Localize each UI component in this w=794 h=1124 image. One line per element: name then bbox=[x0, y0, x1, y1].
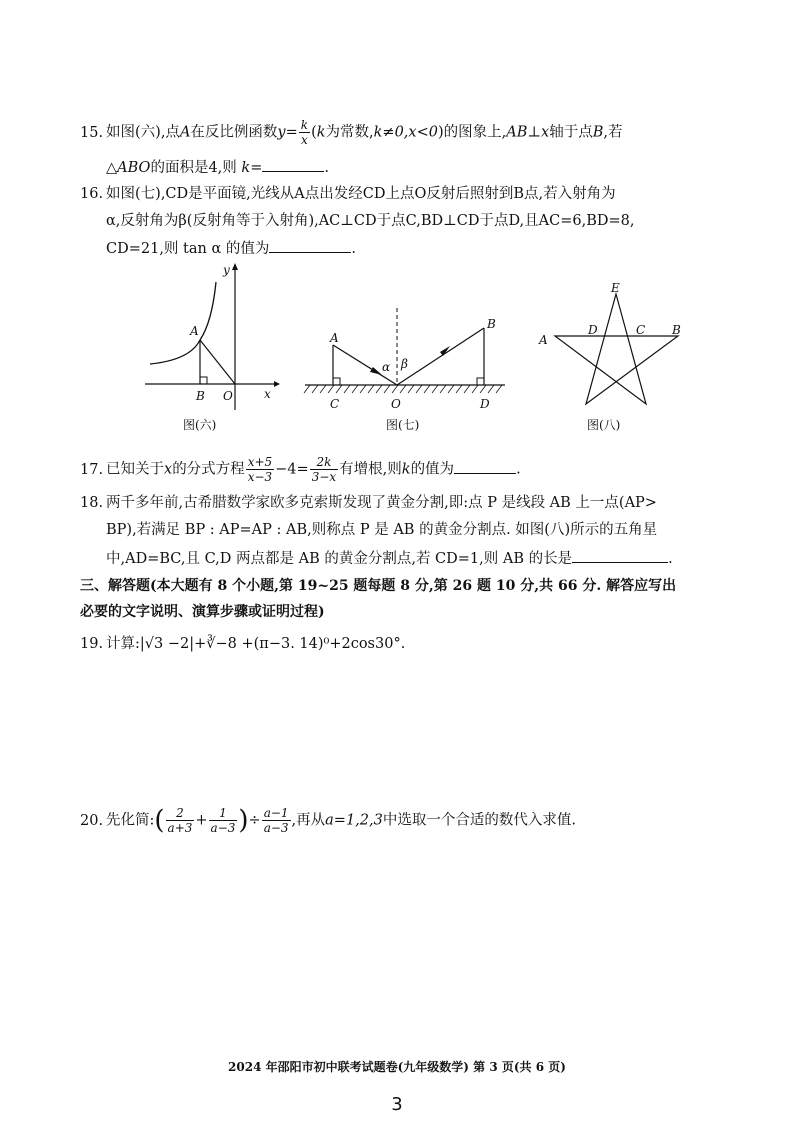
question-18-line2: BP),若满足 BP : AP=AP : AB,则称点 P 是 AB 的黄金分割点. 如图(八)所示的五角星 bbox=[106, 522, 658, 538]
page-footer: 2024 年邵阳市初中联考试题卷(九年级数学) 第 3 页(共 6 页) bbox=[228, 1060, 566, 1074]
answer-blank bbox=[262, 157, 324, 172]
question-20: 20. 先化简:( $\frac{2}{a+3}$ + $\frac{1}{a-3}$ )÷ $\frac{a-1}{a-3}$ ,再从a=1,2,3中选取一个合适的数代入求值. bbox=[80, 805, 576, 836]
question-17: 17. 已知关于x的分式方程 $\frac{x+5}{x-3}$ −4= $\frac{2k}{3-x}$ 有增根,则k的值为 . bbox=[80, 455, 521, 484]
label-beta: β bbox=[401, 357, 408, 371]
fraction-k-over-x: $\frac{k}{x}$ bbox=[300, 118, 309, 147]
question-16-line2: α,反射角为β(反射角等于入射角),AC⊥CD于点C,BD⊥CD于点D,且AC=6,BD=8, bbox=[106, 213, 635, 229]
hyperbola-curve bbox=[150, 282, 216, 364]
label-o: O bbox=[391, 397, 401, 411]
pentagram-shape bbox=[555, 294, 678, 404]
figure-7-caption: 图(七) bbox=[386, 418, 420, 432]
question-16: 16. 如图(七),CD是平面镜,光线从A点出发经CD上点O反射后照射到B点,若入射角为 bbox=[80, 186, 616, 202]
label-b: B bbox=[196, 389, 205, 403]
page-number: 3 bbox=[391, 1094, 403, 1115]
question-18: 18. 两千多年前,古希腊数学家欧多克索斯发现了黄金分割,即:点 P 是线段 AB 上一点(AP> bbox=[80, 495, 657, 511]
label-x: x bbox=[264, 387, 271, 401]
question-15: 15. 如图(六),点A在反比例函数y= $\frac{k}{x}$ (k为常数,k≠0,x<0)的图象上,AB⊥x轴于点B,若 bbox=[80, 118, 623, 147]
question-15-line2: △ABO的面积是4,则 k= . bbox=[106, 157, 329, 178]
label-alpha: α bbox=[382, 360, 391, 374]
section-3-heading: 三、解答题(本大题有 8 个小题,第 19~25 题每题 8 分,第 26 题 10 分,共 66 分. 解答应写出 bbox=[80, 578, 677, 594]
label-o: O bbox=[223, 389, 233, 403]
fraction-1: $\frac{x+5}{x-3}$ bbox=[247, 455, 273, 484]
question-19: 19. 计算:|√3 −2|+∛−8 +(π−3. 14)⁰+2cos30°. bbox=[80, 636, 406, 652]
question-16-line3: CD=21,则 tan α 的值为 . bbox=[106, 238, 356, 259]
answer-blank bbox=[572, 548, 668, 563]
label-a: A bbox=[330, 331, 339, 345]
label-b: B bbox=[672, 323, 681, 337]
label-y: y bbox=[223, 263, 230, 277]
answer-blank bbox=[454, 459, 516, 474]
label-d: D bbox=[588, 323, 598, 337]
figure-6 bbox=[140, 262, 280, 412]
figure-8 bbox=[535, 282, 695, 414]
label-a: A bbox=[539, 333, 548, 347]
label-d: D bbox=[480, 397, 490, 411]
fraction-2: $\frac{2k}{3-x}$ bbox=[311, 455, 337, 484]
figure-7 bbox=[300, 300, 520, 415]
label-b: B bbox=[487, 317, 496, 331]
question-number: 15. bbox=[80, 124, 104, 141]
answer-blank bbox=[269, 238, 351, 253]
fraction-2: $\frac{1}{a-3}$ bbox=[210, 806, 236, 835]
fraction-3: $\frac{a-1}{a-3}$ bbox=[263, 806, 289, 835]
label-c: C bbox=[636, 323, 646, 337]
figure-8-caption: 图(八) bbox=[587, 418, 621, 432]
label-a: A bbox=[190, 324, 199, 338]
label-c: C bbox=[330, 397, 340, 411]
label-e: E bbox=[611, 282, 620, 295]
figure-6-caption: 图(六) bbox=[183, 418, 217, 432]
section-3-subheading: 必要的文字说明、演算步骤或证明过程) bbox=[80, 604, 325, 620]
question-18-line3: 中,AD=BC,且 C,D 两点都是 AB 的黄金分割点,若 CD=1,则 AB 的长是 . bbox=[106, 548, 673, 569]
fraction-1: $\frac{2}{a+3}$ bbox=[167, 806, 193, 835]
